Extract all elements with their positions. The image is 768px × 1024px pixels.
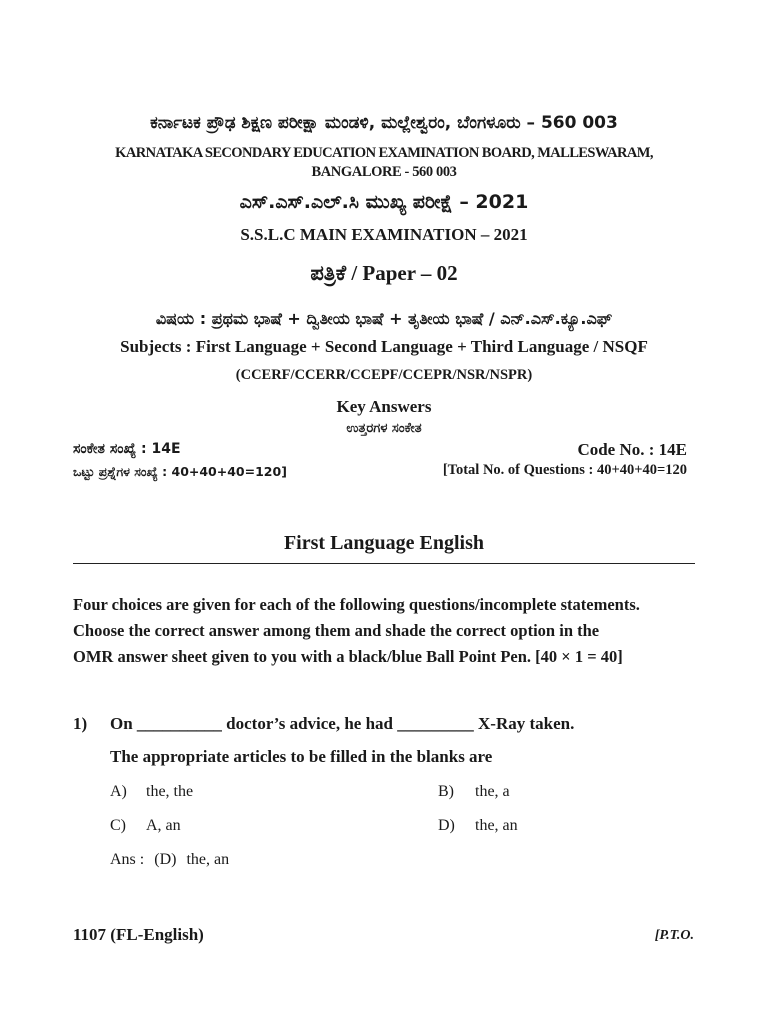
exam-title-english: S.S.L.C MAIN EXAMINATION – 2021 — [240, 225, 528, 244]
code-number-english: Code No. : 14E — [577, 440, 687, 459]
question-number: 1) — [73, 714, 88, 733]
instructions-line-2: Choose the correct answer among them and shade the correct option in the — [73, 621, 600, 640]
option-b — [438, 783, 510, 801]
option-c-text: A, an — [146, 817, 181, 834]
option-b-text: the, a — [475, 783, 510, 800]
subjects-english: Subjects : First Language + Second Language + Third Language / NSQF — [120, 337, 648, 356]
section-title: First Language English — [283, 532, 485, 554]
board-name-english: KARNATAKA SECONDARY EDUCATION EXAMINATION BOARD, MALLESWARAM, — [115, 145, 653, 161]
instructions — [73, 592, 695, 670]
instructions-line-1: Four choices are given for each of the following questions/incomplete statements. — [73, 595, 640, 614]
board-name-kannada: ಕರ್ನಾಟಕ ಪ್ರೌಢ ಶಿಕ್ಷಣ ಪರೀಕ್ಷಾ ಮಂಡಳಿ, ಮಲ್ಲೇಶ್ವರಂ, ಬೆಂಗಳೂರು – 560 003 — [150, 113, 618, 133]
exam-title-kannada: ಎಸ್.ಎಸ್.ಎಲ್.ಸಿ ಮುಖ್ಯ ಪರೀಕ್ಷೆ – 2021 — [239, 191, 529, 213]
key-answers-kannada: ಉತ್ತರಗಳ ಸಂಕೇತ — [346, 421, 422, 436]
option-a-text: the, the — [146, 783, 194, 800]
instructions-line-3: OMR answer sheet given to you with a black/blue Ball Point Pen. [40 × 1 = 40] — [73, 647, 623, 666]
answer-line — [110, 851, 229, 869]
paper-number: ಪತ್ರಿಕೆ / Paper – 02 — [310, 261, 458, 285]
option-a-letter: A) — [110, 783, 127, 800]
answer-letter: (D) — [154, 851, 177, 868]
total-questions-english: [Total No. of Questions : 40+40+40=120 — [442, 462, 687, 478]
subject-codes: (CCERF/CCERR/CCEPF/CCEPR/NSR/NSPR) — [235, 367, 533, 383]
subjects-kannada: ವಿಷಯ : ಪ್ರಥಮ ಭಾಷೆ + ದ್ವಿತೀಯ ಭಾಷೆ + ತೃತೀಯ ಭಾಷೆ / ಎನ್.ಎಸ್.ಕ್ಯೂ.ಎಫ್ — [155, 309, 613, 328]
code-number-kannada: ಸಂಕೇತ ಸಂಖ್ಯೆ : 14E — [73, 441, 181, 457]
option-a — [110, 783, 194, 801]
option-d-letter: D) — [438, 817, 455, 834]
answer-label: Ans : — [110, 851, 145, 868]
key-answers-title: Key Answers — [336, 397, 432, 416]
footer-paper-code: 1107 (FL-English) — [73, 925, 204, 944]
answer-text: the, an — [186, 851, 230, 868]
section-divider — [73, 563, 695, 564]
question-text: On __________ doctor’s advice, he had _________ X-Ray taken. — [110, 714, 575, 733]
option-d-text: the, an — [475, 817, 518, 834]
question-subtext: The appropriate articles to be filled in the blanks are — [110, 747, 493, 766]
option-c-letter: C) — [110, 817, 126, 834]
option-d — [438, 817, 518, 835]
option-c — [110, 817, 181, 835]
total-questions-kannada: ಒಟ್ಟು ಪ್ರಶ್ನೆಗಳ ಸಂಖ್ಯೆ : 40+40+40=120] — [73, 464, 287, 479]
footer-pto: [P.T.O. — [654, 928, 694, 943]
option-b-letter: B) — [438, 783, 454, 800]
board-address: BANGALORE - 560 003 — [311, 164, 457, 180]
